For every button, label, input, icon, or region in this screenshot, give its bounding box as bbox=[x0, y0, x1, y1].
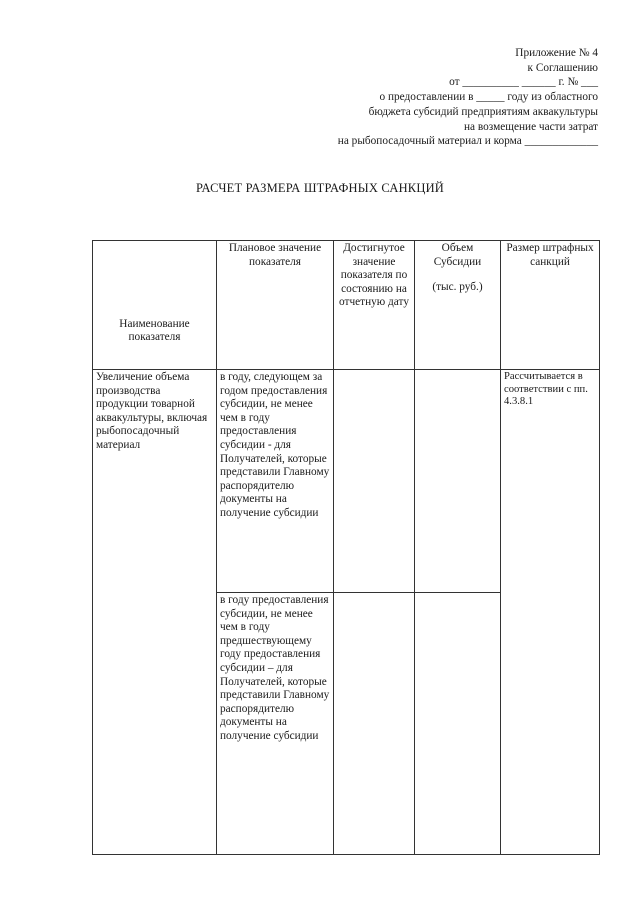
subsidy-volume-cell-2 bbox=[415, 593, 501, 855]
indicator-name-cell: Увеличение объема производства продукции товарной аквакультуры, включая рыбопосадочный материал bbox=[93, 370, 217, 855]
header-line-budget: бюджета субсидий предприятиям аквакультуры bbox=[368, 105, 598, 118]
header-line-date: от __________ ______ г. № ___ bbox=[449, 76, 598, 89]
penalty-table bbox=[92, 240, 600, 855]
document-title: РАСЧЕТ РАЗМЕРА ШТРАФНЫХ САНКЦИЙ bbox=[195, 181, 445, 195]
penalty-size-cell: Рассчитывается в соответствии с пп. 4.3.8.1 bbox=[501, 370, 600, 855]
header-line-appendix: Приложение № 4 bbox=[515, 47, 598, 59]
subsidy-volume-label: Объем Субсидии bbox=[433, 242, 482, 268]
subsidy-volume-unit: (тыс. руб.) bbox=[432, 281, 483, 294]
header-line-compensation: на возмещение части затрат bbox=[464, 120, 598, 133]
column-header-indicator-name: Наименование показателя bbox=[93, 241, 217, 370]
column-header-subsidy-volume bbox=[415, 241, 501, 370]
header-line-agreement: к Соглашению bbox=[527, 61, 598, 74]
table-header-row bbox=[93, 241, 600, 370]
column-header-planned-value: Плановое значение показателя bbox=[217, 241, 334, 370]
column-header-achieved-value: Достигнутое значение показателя по состоянию на отчетную дату bbox=[334, 241, 415, 370]
subsidy-volume-cell-1 bbox=[415, 370, 501, 593]
document-header bbox=[338, 46, 598, 149]
header-line-provision: о предоставлении в _____ году из областного bbox=[379, 91, 598, 104]
planned-value-cell-current-year: в году предоставления субсидии, не менее чем в году предшествующему году предоставления субсидии – для Получателей, которые представили Главному распорядителю документы на получение субсидии bbox=[217, 593, 334, 855]
table-row bbox=[93, 370, 600, 593]
column-header-penalty-size: Размер штрафных санкций bbox=[501, 241, 600, 370]
planned-value-cell-next-year: в году, следующем за годом предоставления субсидии, не менее чем в году предоставления субсидии - для Получателей, которые представили Главному распорядителю документы на получение субсидии bbox=[217, 370, 334, 593]
achieved-value-cell-1 bbox=[334, 370, 415, 593]
achieved-value-cell-2 bbox=[334, 593, 415, 855]
header-line-material: на рыбопосадочный материал и корма _____________ bbox=[337, 135, 598, 148]
